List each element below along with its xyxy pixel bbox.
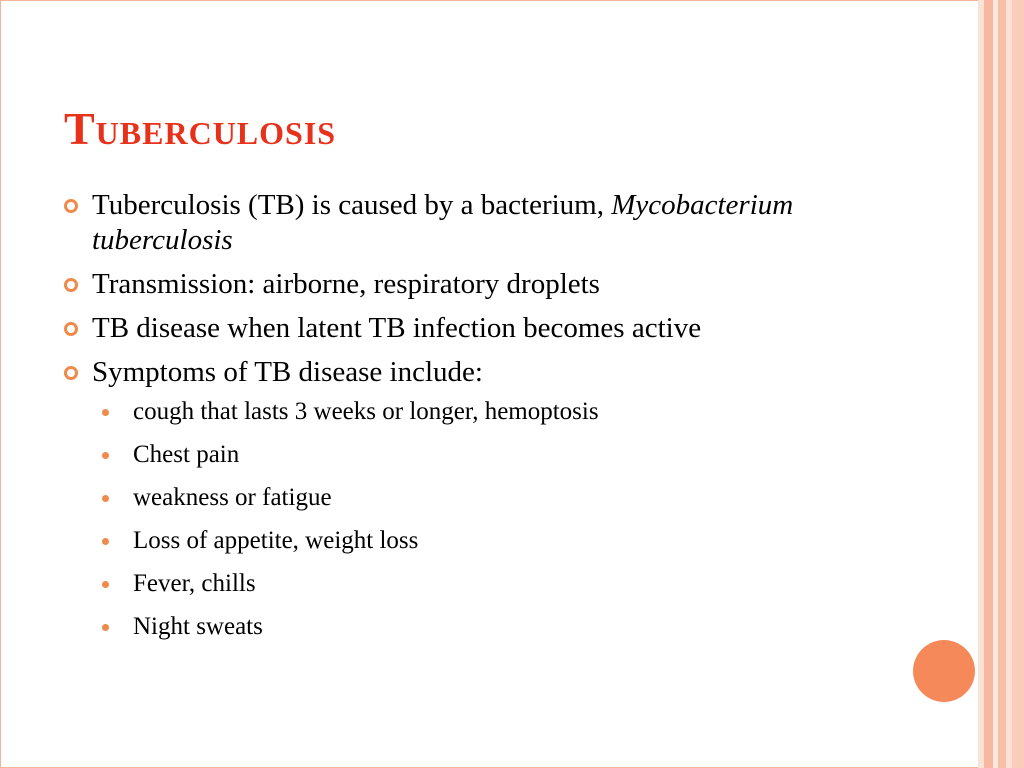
symptom-item bbox=[102, 440, 844, 470]
bullet-text: Symptoms of TB disease include: bbox=[92, 356, 483, 388]
bullet-text: Tuberculosis (TB) is caused by a bacterium, Mycobacterium tuberculosis bbox=[92, 189, 794, 256]
dot-bullet-icon bbox=[102, 581, 109, 588]
dot-bullet-icon bbox=[102, 624, 109, 631]
dot-bullet-icon bbox=[102, 409, 109, 416]
ring-bullet-icon bbox=[64, 278, 78, 292]
dot-bullet-icon bbox=[102, 452, 109, 459]
symptom-text: Chest pain bbox=[133, 441, 240, 468]
symptom-item bbox=[102, 526, 844, 556]
bullet-item bbox=[64, 188, 844, 258]
bullet-list bbox=[64, 188, 844, 655]
symptom-text: cough that lasts 3 weeks or longer, hemoptosis bbox=[133, 398, 599, 425]
symptom-text: Fever, chills bbox=[133, 570, 256, 597]
right-stripes bbox=[978, 0, 1024, 768]
symptom-list bbox=[102, 397, 844, 642]
ring-bullet-icon bbox=[64, 366, 78, 380]
symptom-item bbox=[102, 483, 844, 513]
bullet-emphasis: Mycobacterium tuberculosis bbox=[92, 189, 794, 256]
slide-title: Tuberculosis bbox=[64, 103, 337, 154]
symptom-item bbox=[102, 612, 844, 642]
symptom-text: weakness or fatigue bbox=[133, 484, 332, 511]
symptom-text: Night sweats bbox=[133, 613, 263, 640]
ring-bullet-icon bbox=[64, 322, 78, 336]
ring-bullet-icon bbox=[64, 199, 78, 213]
stripe bbox=[984, 0, 993, 768]
bullet-item bbox=[64, 267, 844, 302]
stripe bbox=[1012, 0, 1024, 768]
bullet-item bbox=[64, 355, 844, 390]
bullet-text: Transmission: airborne, respiratory droplets bbox=[92, 268, 600, 300]
bullet-text: TB disease when latent TB infection becomes active bbox=[92, 312, 702, 344]
stripe bbox=[998, 0, 1006, 768]
dot-bullet-icon bbox=[102, 495, 109, 502]
symptom-text: Loss of appetite, weight loss bbox=[133, 527, 419, 554]
dot-bullet-icon bbox=[102, 538, 109, 545]
symptom-item bbox=[102, 397, 844, 427]
symptom-item bbox=[102, 569, 844, 599]
bullet-item bbox=[64, 311, 844, 346]
orange-circle-icon bbox=[913, 640, 975, 702]
